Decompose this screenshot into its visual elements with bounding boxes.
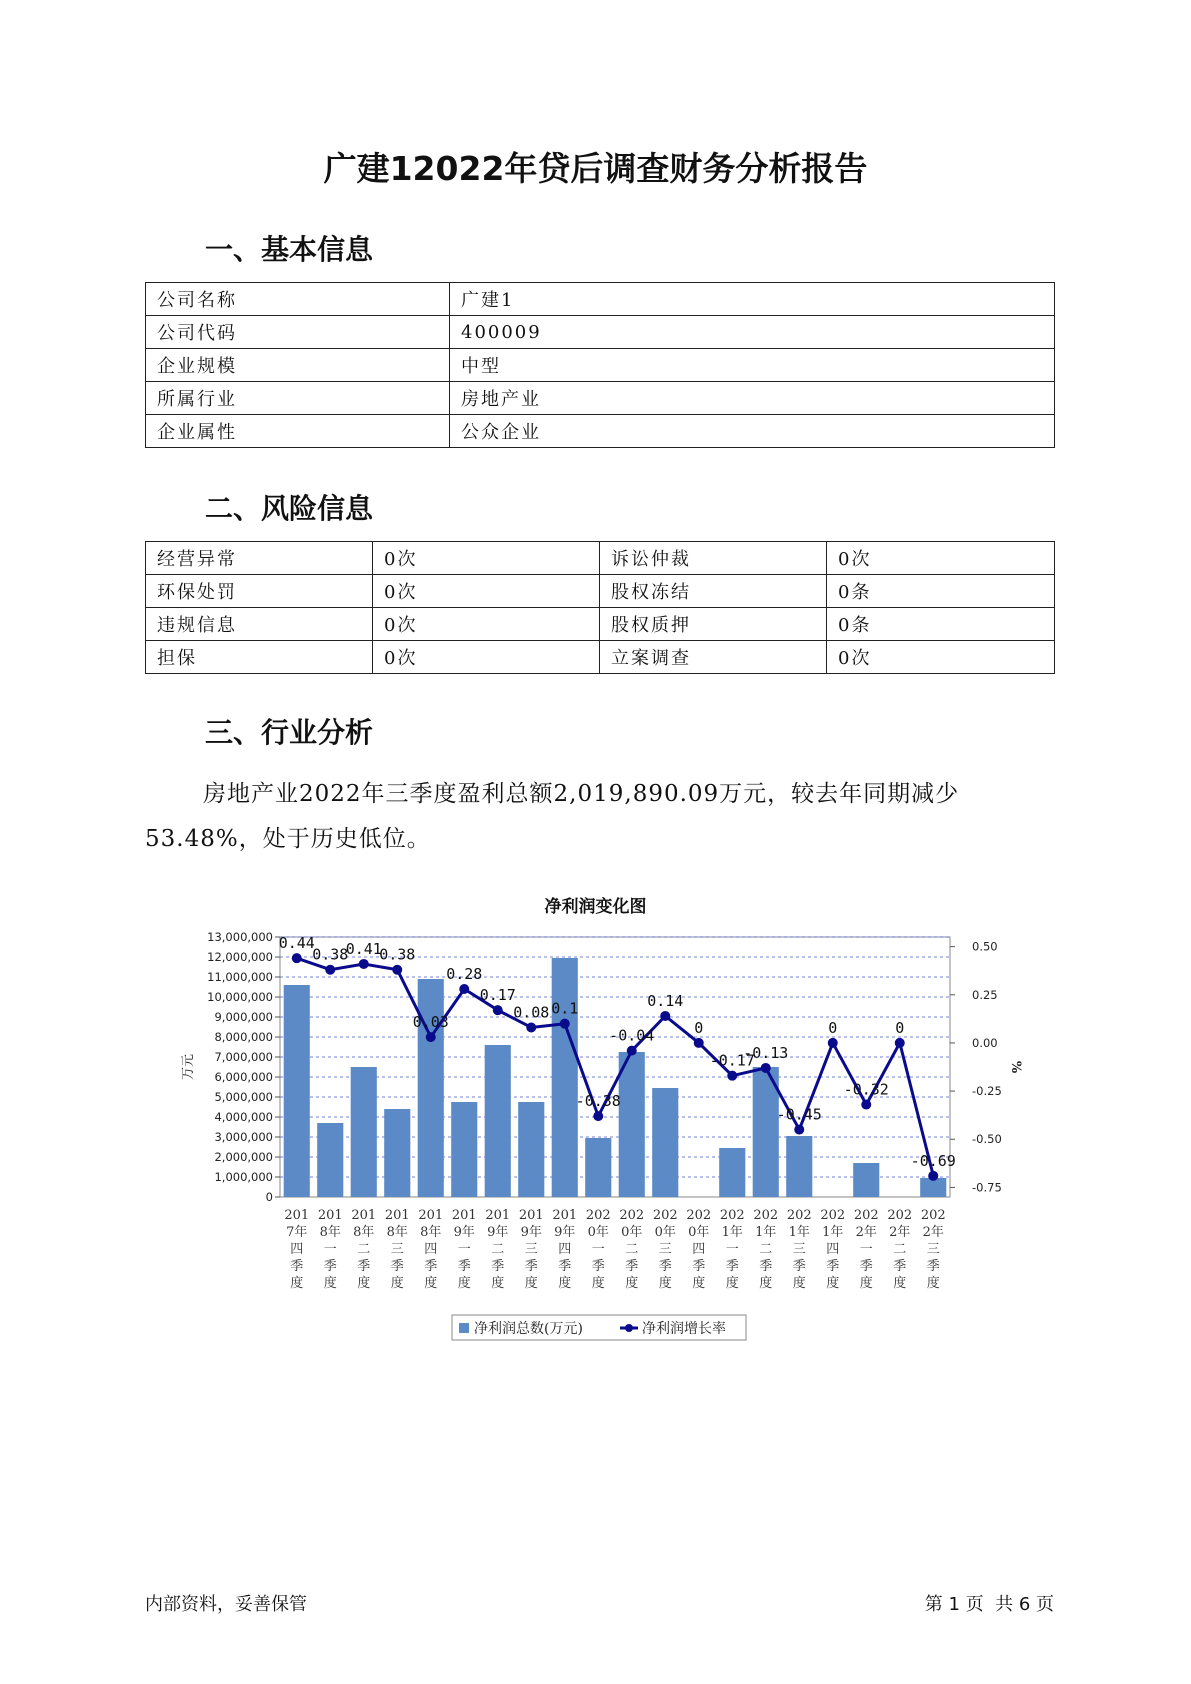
growth-rate-data-label: -0.38	[575, 1092, 621, 1111]
y-left-tick-label: 6,000,000	[214, 1070, 273, 1084]
bar-net-profit	[619, 1052, 645, 1197]
growth-rate-point	[359, 959, 369, 969]
growth-rate-point	[794, 1125, 804, 1135]
bar-net-profit	[920, 1178, 946, 1197]
bar-net-profit	[518, 1102, 544, 1197]
growth-rate-point	[928, 1171, 938, 1181]
x-category-label: 201 8年二季度	[351, 1208, 377, 1291]
y-left-tick-label: 1,000,000	[214, 1170, 273, 1184]
y-left-axis-label: 万元	[181, 1053, 196, 1081]
y-right-tick-label: 0.25	[972, 987, 998, 1002]
growth-rate-data-label: 0.44	[278, 934, 315, 953]
growth-rate-point	[694, 1038, 704, 1048]
growth-rate-point	[292, 953, 302, 963]
x-category-label: 202 2年二季度	[887, 1208, 913, 1291]
basic-info-label: 公司名称	[146, 283, 450, 316]
bar-net-profit	[552, 958, 578, 1197]
basic-info-label: 企业规模	[146, 349, 450, 382]
x-category-label: 202 1年二季度	[753, 1208, 779, 1291]
chart-title: 净利润变化图	[544, 897, 647, 917]
x-category-label: 202 2年一季度	[853, 1208, 879, 1291]
y-left-tick-label: 11,000,000	[207, 970, 273, 984]
risk-info-label: 环保处罚	[146, 575, 373, 608]
section-heading-risk-info: 二、风险信息	[205, 492, 374, 525]
risk-info-label: 经营异常	[146, 542, 373, 575]
y-left-tick-label: 0	[265, 1190, 273, 1204]
growth-rate-data-label: -0.04	[609, 1026, 655, 1045]
x-category-label: 201 9年三季度	[518, 1208, 544, 1291]
y-left-tick-label: 10,000,000	[207, 990, 273, 1004]
y-left-tick-label: 4,000,000	[214, 1110, 273, 1124]
x-category-label: 202 1年三季度	[786, 1208, 812, 1291]
growth-rate-data-label: 0.14	[647, 991, 684, 1010]
risk-info-label: 诉讼仲裁	[600, 542, 827, 575]
y-left-tick-label: 7,000,000	[214, 1050, 273, 1064]
y-right-tick-label: -0.75	[972, 1180, 1002, 1195]
risk-info-value: 0次	[373, 608, 600, 641]
legend-swatch-bar	[459, 1323, 469, 1333]
bar-net-profit	[786, 1136, 812, 1197]
bar-net-profit	[351, 1067, 377, 1197]
x-category-label: 202 2年三季度	[920, 1208, 946, 1291]
y-left-tick-label: 8,000,000	[214, 1030, 273, 1044]
growth-rate-point	[895, 1038, 905, 1048]
section-heading-basic-info: 一、基本信息	[205, 233, 374, 266]
growth-rate-point	[828, 1038, 838, 1048]
growth-rate-point	[325, 965, 335, 975]
risk-info-value: 0次	[373, 575, 600, 608]
growth-rate-point	[426, 1032, 436, 1042]
growth-rate-data-label: 0.03	[412, 1013, 449, 1032]
y-left-tick-label: 2,000,000	[214, 1150, 273, 1164]
growth-rate-data-label: -0.45	[776, 1105, 822, 1124]
y-right-tick-label: -0.50	[972, 1132, 1002, 1147]
basic-info-label: 所属行业	[146, 382, 450, 415]
bar-net-profit	[317, 1123, 343, 1197]
x-category-label: 201 9年四季度	[552, 1208, 578, 1291]
y-left-tick-label: 12,000,000	[207, 950, 273, 964]
y-right-tick-label: 0.50	[972, 939, 998, 954]
x-category-label: 201 8年三季度	[384, 1208, 410, 1291]
x-category-label: 202 0年二季度	[619, 1208, 645, 1291]
growth-rate-data-label: 0	[895, 1018, 905, 1037]
legend-label-net-profit: 净利润总数(万元)	[474, 1321, 583, 1337]
y-left-tick-label: 3,000,000	[214, 1130, 273, 1144]
growth-rate-point	[493, 1005, 503, 1015]
footer-page-number: 第 1 页 共 6 页	[924, 1594, 1054, 1615]
growth-rate-data-label: 0.08	[513, 1003, 550, 1022]
bar-net-profit	[284, 985, 310, 1197]
y-right-tick-label: 0.00	[972, 1035, 998, 1050]
growth-rate-point	[660, 1011, 670, 1021]
section-heading-industry-analysis: 三、行业分析	[205, 716, 374, 749]
growth-rate-point	[861, 1100, 871, 1110]
growth-rate-point	[392, 965, 402, 975]
x-category-label: 202 1年一季度	[719, 1208, 745, 1291]
x-category-label: 202 1年四季度	[820, 1208, 846, 1291]
risk-info-value: 0次	[827, 542, 1055, 575]
bar-net-profit	[719, 1148, 745, 1197]
growth-rate-point	[627, 1046, 637, 1056]
y-left-tick-label: 9,000,000	[214, 1010, 273, 1024]
risk-info-label: 违规信息	[146, 608, 373, 641]
growth-rate-data-label: 0.28	[446, 965, 483, 983]
risk-info-value: 0次	[373, 542, 600, 575]
basic-info-label: 企业属性	[146, 415, 450, 448]
basic-info-value: 房地产业	[450, 382, 1055, 415]
growth-rate-data-label: 0.1	[551, 999, 579, 1018]
y-right-tick-label: -0.25	[972, 1084, 1002, 1099]
risk-info-label: 股权冻结	[600, 575, 827, 608]
risk-info-label: 担保	[146, 641, 373, 674]
bar-net-profit	[585, 1138, 611, 1197]
growth-rate-data-label: -0.32	[843, 1080, 889, 1099]
growth-rate-data-label: -0.17	[709, 1051, 755, 1070]
x-category-label: 201 7年四季度	[284, 1208, 310, 1291]
y-left-tick-label: 13,000,000	[207, 930, 273, 944]
growth-rate-point	[761, 1063, 771, 1073]
growth-rate-data-label: 0	[828, 1018, 838, 1037]
risk-info-label: 立案调查	[600, 641, 827, 674]
growth-rate-data-label: -0.13	[743, 1043, 789, 1062]
basic-info-value: 公众企业	[450, 415, 1055, 448]
growth-rate-data-label: 0.38	[379, 945, 416, 964]
basic-info-label: 公司代码	[146, 316, 450, 349]
footer-confidential-note: 内部资料，妥善保管	[145, 1594, 307, 1615]
growth-rate-point	[560, 1019, 570, 1029]
growth-rate-point	[459, 984, 469, 994]
bar-net-profit	[451, 1102, 477, 1197]
growth-rate-data-label: 0.17	[479, 986, 516, 1005]
bar-net-profit	[384, 1109, 410, 1197]
growth-rate-data-label: -0.69	[910, 1151, 956, 1170]
bar-net-profit	[652, 1088, 678, 1197]
x-category-label: 202 0年四季度	[686, 1208, 712, 1291]
risk-info-value: 0条	[827, 608, 1055, 641]
bar-net-profit	[418, 979, 444, 1197]
x-category-label: 201 8年四季度	[418, 1208, 444, 1291]
plot-area	[280, 937, 950, 1197]
basic-info-value: 中型	[450, 349, 1055, 382]
growth-rate-point	[727, 1071, 737, 1081]
x-category-label: 201 8年一季度	[317, 1208, 343, 1291]
growth-rate-point	[526, 1023, 536, 1033]
industry-analysis-paragraph: 房地产业2022年三季度盈利总额2,019,890.09万元，较去年同期减少53.48%，处于历史低位。	[145, 781, 960, 852]
bar-net-profit	[853, 1163, 879, 1197]
basic-info-value: 400009	[450, 316, 1055, 349]
x-category-label: 202 0年三季度	[652, 1208, 678, 1291]
growth-rate-point	[593, 1111, 603, 1121]
x-category-label: 201 9年二季度	[485, 1208, 511, 1291]
growth-rate-data-label: 0	[694, 1018, 704, 1037]
risk-info-value: 0条	[827, 575, 1055, 608]
risk-info-label: 股权质押	[600, 608, 827, 641]
risk-info-value: 0次	[373, 641, 600, 674]
risk-info-value: 0次	[827, 641, 1055, 674]
legend-swatch-point	[625, 1324, 633, 1332]
y-left-tick-label: 5,000,000	[214, 1090, 273, 1104]
legend-label-growth-rate: 净利润增长率	[642, 1321, 726, 1337]
x-category-label: 201 9年一季度	[451, 1208, 477, 1291]
document-title: 广建12022年贷后调查财务分析报告	[323, 149, 868, 188]
bar-net-profit	[485, 1045, 511, 1197]
basic-info-value: 广建1	[450, 283, 1055, 316]
growth-rate-data-label: 0.38	[312, 945, 349, 964]
x-category-label: 202 0年一季度	[585, 1208, 611, 1291]
growth-rate-data-label: 0.41	[345, 939, 382, 958]
y-right-axis-label: %	[1008, 1060, 1023, 1074]
